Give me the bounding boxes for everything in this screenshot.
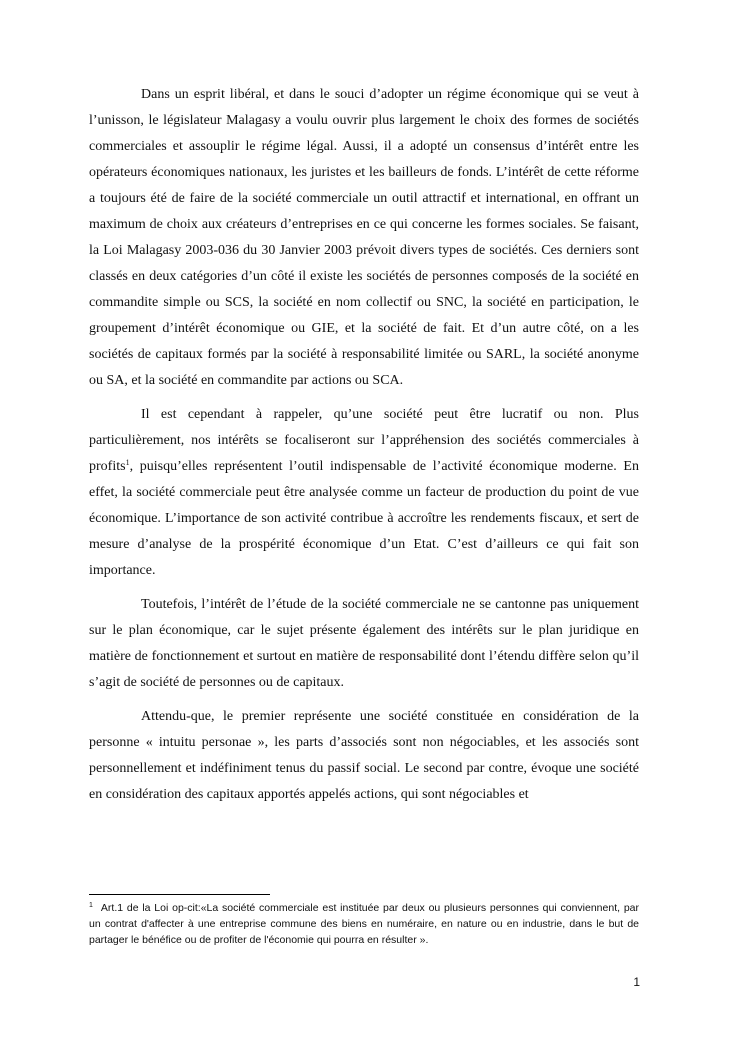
- paragraph-2-text-before-ref: Il est cependant à rappeler, qu’une société peut être lucratif ou non. Plus particulièrement, nos intérêts se focaliseront sur l’appréhension des sociétés commerciales à profits: [89, 407, 639, 474]
- footnote-number: 1: [89, 902, 93, 909]
- body-text: [89, 82, 639, 816]
- paragraph-2: [89, 402, 639, 584]
- footnote-text: Art.1 de la Loi op-cit:«La société commerciale est instituée par deux ou plusieurs personnes qui conviennent, par un contrat d'affecter à une entreprise commune des biens en numéraire, en nature ou en industrie, dans le but de partager le bénéfice ou de profiter de l'économie qui pourra en résulter ».: [89, 902, 639, 946]
- footnote-reference[interactable]: 1: [125, 458, 130, 467]
- footnote-separator: [89, 894, 270, 895]
- paragraph-2-text-after-ref: , puisqu’elles représentent l’outil indispensable de l’activité économique moderne. En effet, la société commerciale peut être analysée comme un facteur de production du point de vue économique. L’importance de son activité contribue à accroître les rendements fiscaux, et sert de mesure d’analyse de la prospérité économique d’un Etat. C’est d’ailleurs ce qui fait son importance.: [89, 459, 639, 578]
- page-number: 1: [633, 975, 640, 989]
- paragraph-4: Attendu-que, le premier représente une société constituée en considération de la personne « intuitu personae », les parts d’associés sont non négociables, et les associés sont personnellement et indéfiniment tenus du passif social. Le second par contre, évoque une société en considération des capitaux apportés appelés actions, qui sont négociables et: [89, 709, 639, 802]
- paragraph-1: Dans un esprit libéral, et dans le souci d’adopter un régime économique qui se veut à l’unisson, le législateur Malagasy a voulu ouvrir plus largement le choix des formes de sociétés commerciales et assouplir le régime légal. Aussi, il a adopté un consensus d’intérêt entre les opérateurs économiques nationaux, les juristes et les bailleurs de fonds. L’intérêt de cette réforme a toujours été de faire de la société commerciale un outil attractif et international, en offrant un maximum de choix aux créateurs d’entreprises en ce qui concerne les formes sociales. Se faisant, la Loi Malagasy 2003-036 du 30 Janvier 2003 prévoit divers types de sociétés. Ces derniers sont classés en deux catégories d’un côté il existe les sociétés de personnes composés de la société en commandite simple ou SCS, la société en nom collectif ou SNC, la société en participation, le groupement d’intérêt économique ou GIE, et la société de fait. Et d’un autre côté, on a les sociétés de capitaux formés par la société à responsabilité limitée ou SARL, la société anonyme ou SA, et la société en commandite par actions ou SCA.: [89, 87, 639, 388]
- footnote: [89, 900, 639, 948]
- paragraph-3: Toutefois, l’intérêt de l’étude de la société commerciale ne se cantonne pas uniquement sur le plan économique, car le sujet présente également des intérêts sur le plan juridique en matière de fonctionnement et surtout en matière de responsabilité dont l’étendu diffère selon qu’il s’agit de société de personnes ou de capitaux.: [89, 597, 639, 690]
